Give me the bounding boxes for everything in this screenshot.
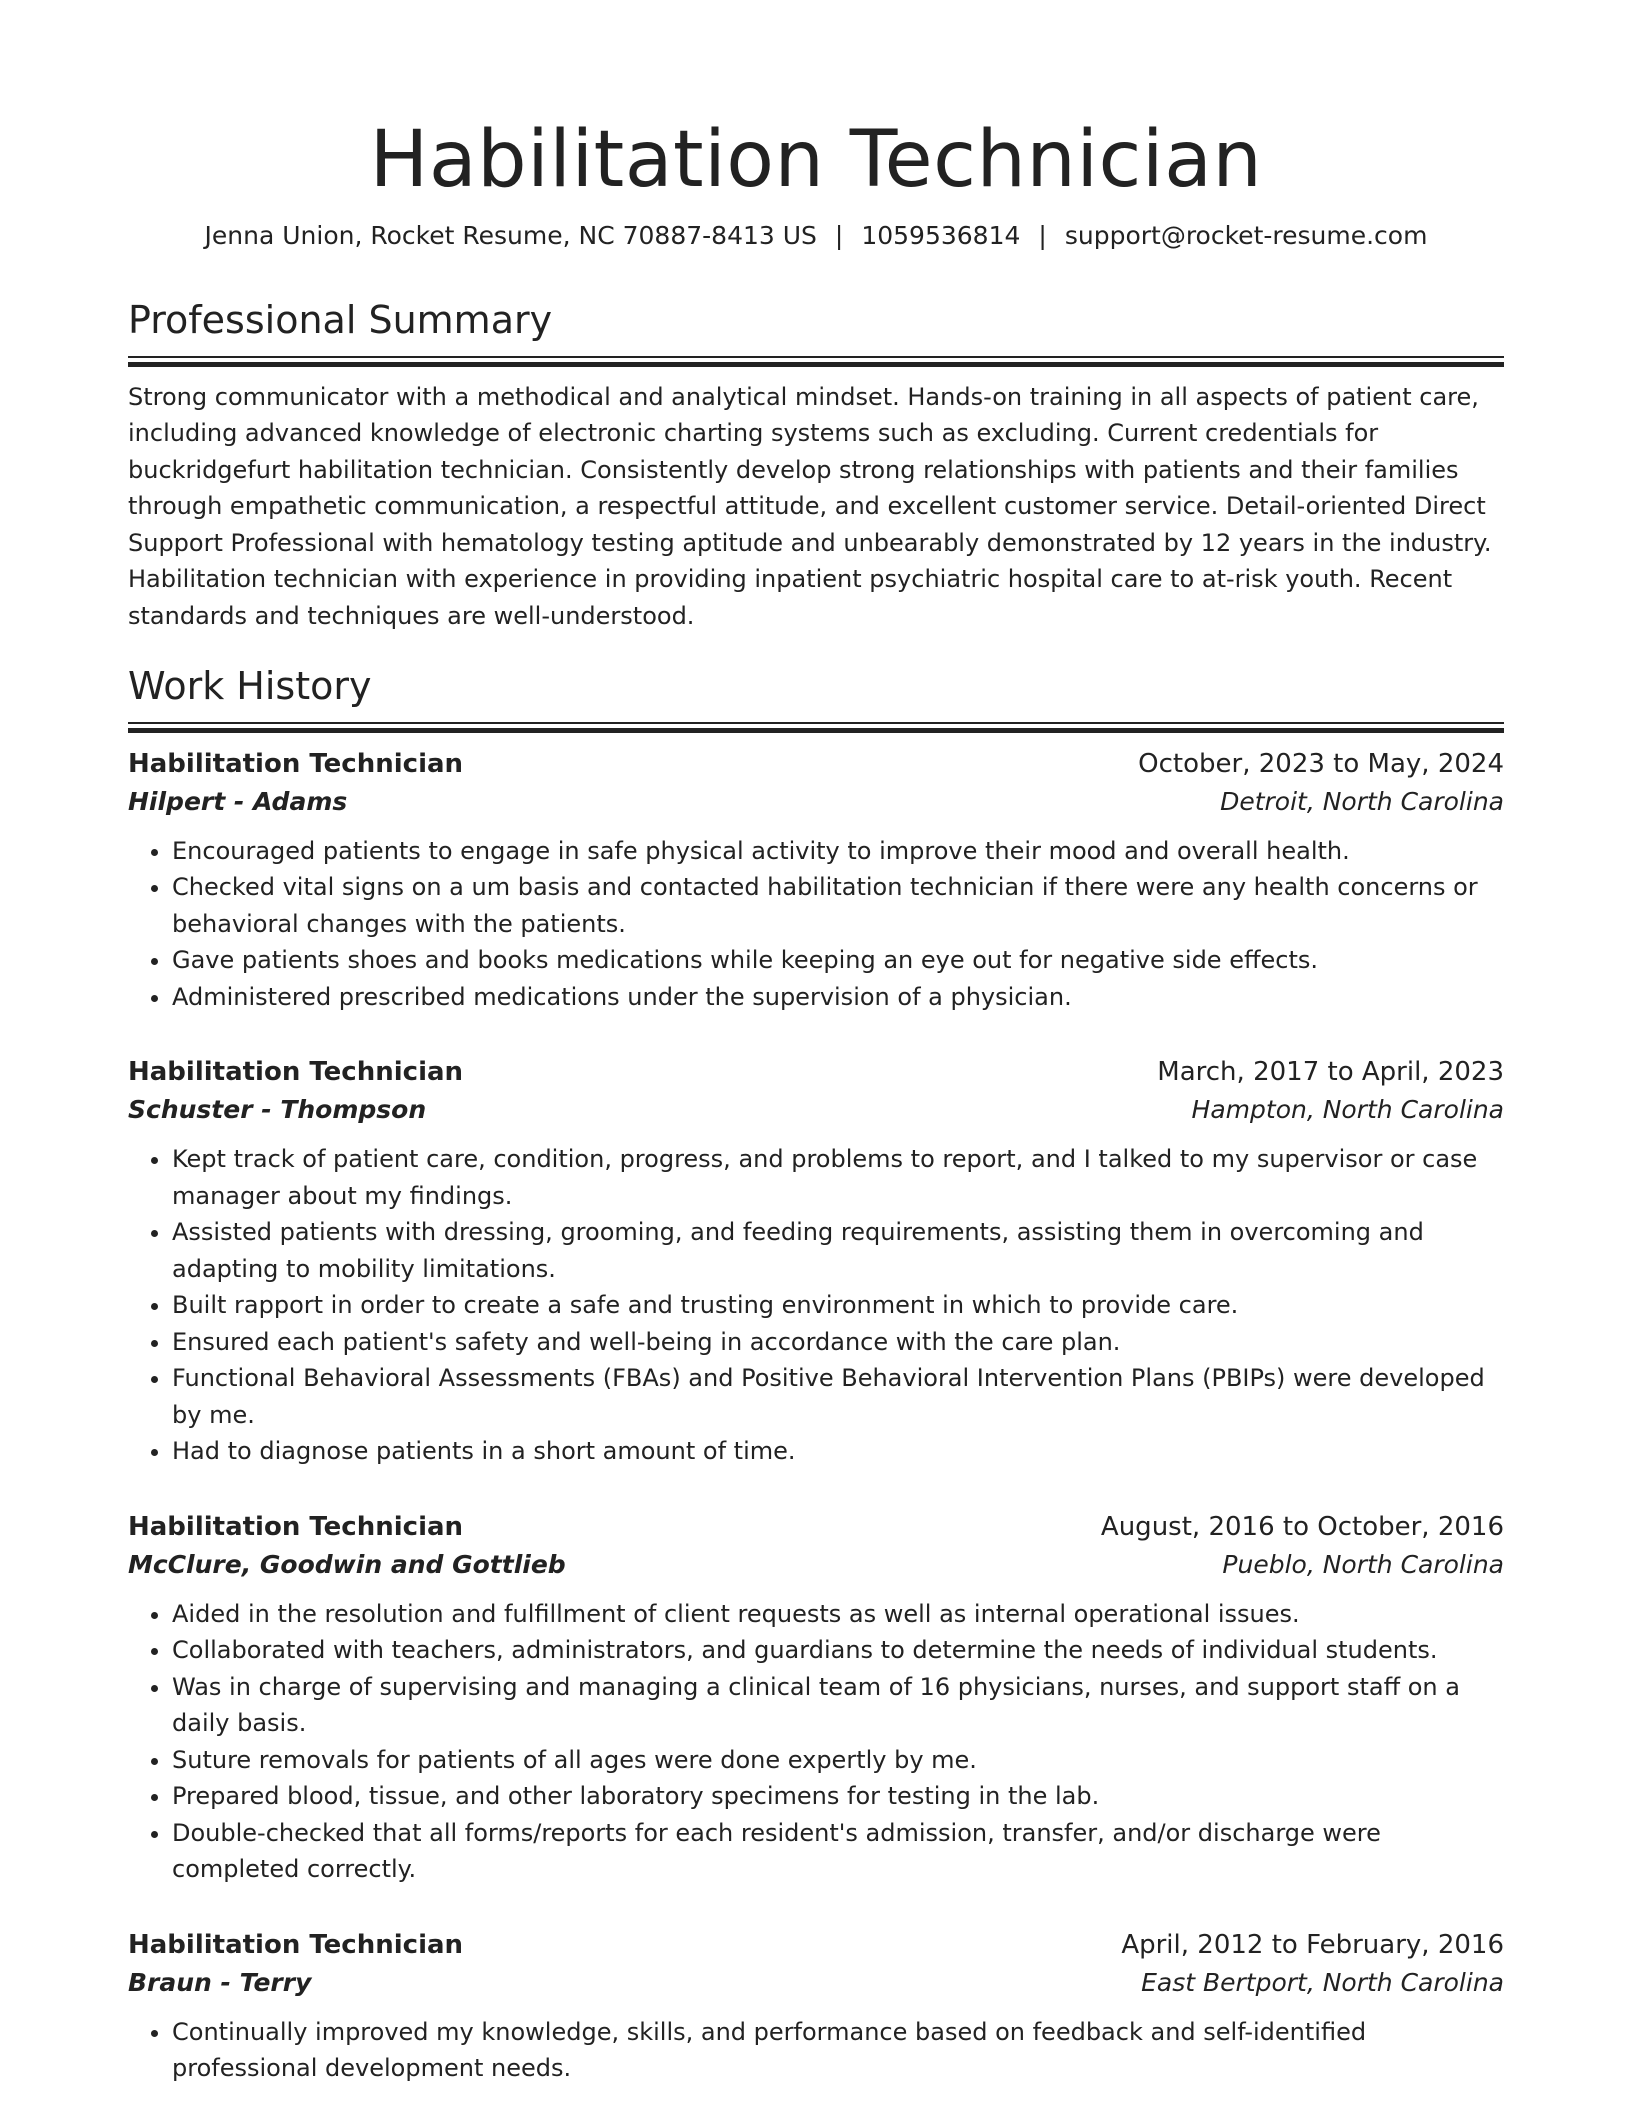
job-location: Detroit, North Carolina — [1220, 786, 1504, 816]
job-list — [128, 745, 1504, 2087]
job-company: Hilpert - Adams — [128, 786, 348, 816]
job-bullet: • Suture removals for patients of all ages were done expertly by me. — [172, 1742, 1504, 1779]
job-company: McClure, Goodwin and Gottlieb — [128, 1549, 566, 1579]
job-location: Hampton, North Carolina — [1191, 1095, 1504, 1125]
job-bullet: • Encouraged patients to engage in safe physical activity to improve their mood and overall health. — [172, 833, 1504, 870]
job-subheader-row — [128, 783, 1504, 821]
job-bullets — [128, 833, 1504, 1016]
job-title: Habilitation Technician — [128, 748, 464, 779]
job-title: Habilitation Technician — [128, 1929, 464, 1960]
job-dates: August, 2016 to October, 2016 — [1100, 1511, 1504, 1542]
job-bullet: • Ensured each patient's safety and well-being in accordance with the care plan. — [172, 1324, 1504, 1361]
job-dates: March, 2017 to April, 2023 — [1157, 1057, 1504, 1088]
job-company: Schuster - Thompson — [128, 1095, 427, 1125]
job-subheader-row — [128, 1546, 1504, 1584]
job-bullet: • Collaborated with teachers, administrators, and guardians to determine the needs of individual students. — [172, 1632, 1504, 1669]
job-bullet: • Administered prescribed medications under the supervision of a physician. — [172, 979, 1504, 1016]
job-dates: April, 2012 to February, 2016 — [1121, 1929, 1504, 1960]
resume-name: Habilitation Technician — [369, 115, 1263, 205]
job-bullet: • Functional Behavioral Assessments (FBAs) and Positive Behavioral Intervention Plans (PBIPs) were developed by me. — [172, 1360, 1504, 1433]
job-bullet: • Kept track of patient care, condition, progress, and problems to report, and I talked to my supervisor or case manager about my findings. — [172, 1141, 1504, 1214]
job-bullet: • Built rapport in order to create a safe and trusting environment in which to provide care. — [172, 1287, 1504, 1324]
job-dates: October, 2023 to May, 2024 — [1138, 748, 1504, 779]
job-bullet: • Checked vital signs on a um basis and contacted habilitation technician if there were any health concerns or behavioral changes with the patients. — [172, 869, 1504, 942]
job-title: Habilitation Technician — [128, 1057, 464, 1088]
job-location: Pueblo, North Carolina — [1222, 1549, 1504, 1579]
job-entry — [128, 745, 1504, 1016]
contact-line — [128, 220, 1504, 253]
job-bullet: • Prepared blood, tissue, and other laboratory specimens for testing in the lab. — [172, 1778, 1504, 1815]
job-bullet: • Aided in the resolution and fulfillment of client requests as well as internal operational issues. — [172, 1596, 1504, 1633]
job-header-row — [128, 1053, 1504, 1091]
contact-email: support@rocket-resume.com — [1064, 220, 1428, 250]
summary-text: Strong communicator with a methodical and analytical mindset. Hands-on training in all aspects of patient care, including advanced knowledge of electronic charting systems such as excluding. Current credentials for buckridgefurt habilitation technician. Consistently develop strong relationships with patients and their families through empathetic communication, a respectful attitude, and excellent customer service. Detail-oriented Direct Support Professional with hematology testing aptitude and unbearably demonstrated by 12 years in the industry. Habilitation technician with experience in providing inpatient psychiatric hospital care to at-risk youth. Recent standards and techniques are well-understood. — [128, 382, 1492, 630]
job-bullets — [128, 1596, 1504, 1888]
job-subheader-row — [128, 1964, 1504, 2002]
job-bullet: • Assisted patients with dressing, grooming, and feeding requirements, assisting them in overcoming and adapting to mobility limitations. — [172, 1214, 1504, 1287]
job-company: Braun - Terry — [128, 1967, 312, 1997]
job-bullet: • Was in charge of supervising and managing a clinical team of 16 physicians, nurses, and support staff on a daily basis. — [172, 1669, 1504, 1742]
job-subheader-row — [128, 1091, 1504, 1129]
contact-phone: 1059536814 — [861, 220, 1021, 250]
job-title: Habilitation Technician — [128, 1511, 464, 1542]
job-bullet: • Double-checked that all forms/reports for each resident's admission, transfer, and/or discharge were completed correctly. — [172, 1815, 1504, 1888]
job-header-row — [128, 1926, 1504, 1964]
job-bullets — [128, 2014, 1504, 2087]
job-bullet: • Continually improved my knowledge, skills, and performance based on feedback and self-identified professional development needs. — [172, 2014, 1504, 2087]
section-rule — [128, 356, 1504, 367]
job-entry — [128, 1926, 1504, 2087]
job-location: East Bertport, North Carolina — [1141, 1967, 1504, 1997]
summary-section — [128, 298, 1504, 634]
job-header-row — [128, 1508, 1504, 1546]
resume-page — [128, 115, 1504, 2125]
contact-address: Jenna Union, Rocket Resume, NC 70887-8413 US — [204, 220, 817, 250]
section-rule — [128, 722, 1504, 733]
work-history-section — [128, 664, 1504, 2087]
section-title-summary: Professional Summary — [128, 298, 553, 343]
job-bullet: • Had to diagnose patients in a short amount of time. — [172, 1433, 1504, 1470]
job-entry — [128, 1053, 1504, 1470]
job-bullets — [128, 1141, 1504, 1470]
job-bullet: • Gave patients shoes and books medications while keeping an eye out for negative side effects. — [172, 942, 1504, 979]
contact-separator: | — [834, 220, 844, 250]
job-entry — [128, 1508, 1504, 1888]
section-title-work-history: Work History — [128, 664, 372, 709]
contact-separator: | — [1038, 220, 1047, 250]
job-header-row — [128, 745, 1504, 783]
